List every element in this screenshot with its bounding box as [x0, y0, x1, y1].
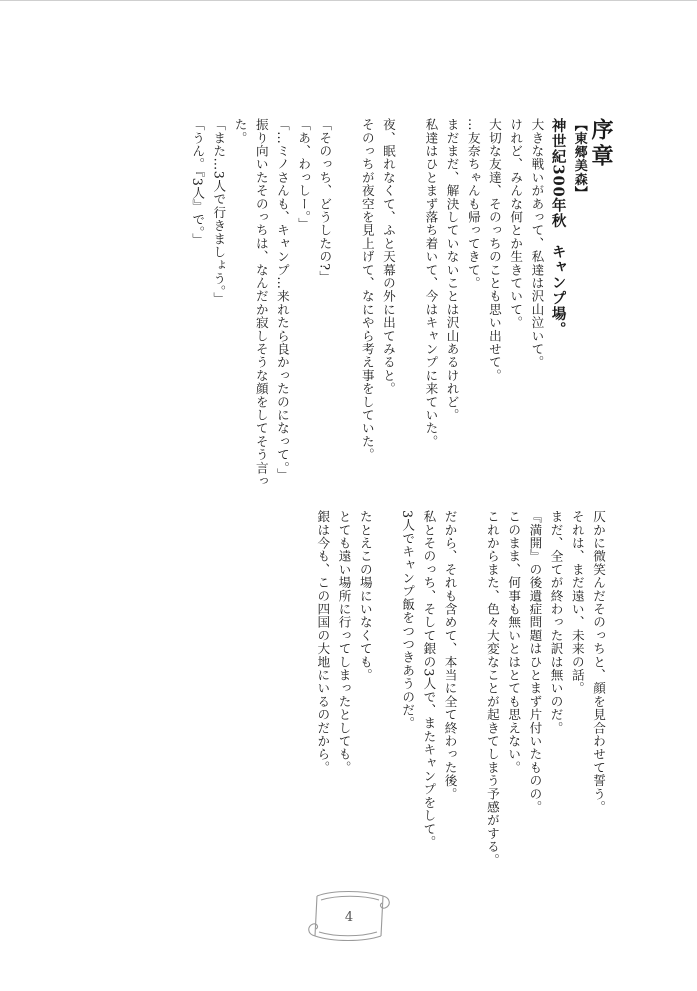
paragraph-line: …友奈ちゃんも帰ってきて。 — [465, 118, 481, 290]
paragraph-line: まだまだ、解決していないことは沢山あるけれど。 — [444, 118, 460, 422]
paragraph-line: だから、それも含めて、本当に全て終わった後。 — [442, 510, 458, 801]
paragraph-line: 大きな戦いがあって、私達は沢山泣いて。 — [529, 118, 545, 369]
paragraph-line: たとえこの場にいなくても。 — [357, 510, 373, 682]
paragraph-line: それは、まだ遠い、未来の話。 — [569, 510, 585, 695]
paragraph-line: とても遠い場所に行ってしまったとしても。 — [336, 510, 352, 774]
paragraph-line: けれど、みんな何とか生きていて。 — [508, 118, 524, 330]
paragraph-line: これからまた、色々大変なことが起きてしまう予感がする。 — [484, 510, 500, 867]
page-number: 4 — [344, 910, 354, 925]
paragraph-line: 夜、眠れなくて、ふと天幕の外に出てみると。 — [380, 118, 396, 396]
blank-line — [399, 118, 420, 488]
paragraph-line: まだ、全てが終わった訳は無いのだ。 — [548, 510, 564, 735]
chapter-title: 序章 — [588, 118, 614, 170]
dialogue-line: 「また…3人で行きましょう。」 — [211, 118, 227, 306]
paragraph-line: 3人でキャンプ飯をつつきあうのだ。 — [400, 510, 416, 730]
blank-line — [376, 510, 397, 870]
character-name: 【東郷美森】 — [571, 118, 587, 200]
paragraph-line: 私達はひとまず落ち着いて、今はキャンプに来ていた。 — [423, 118, 439, 448]
blank-line — [335, 118, 356, 488]
lower-text-block — [312, 510, 609, 870]
scene-heading: 神世紀300年秋 キャンプ場。 — [549, 118, 567, 338]
paragraph-line: 銀は今も、この四国の大地にいるのだから。 — [315, 510, 331, 774]
paragraph-line: 大切な友達、そのっちのことも思い出せて。 — [486, 118, 502, 382]
paragraph-line: 私とそのっち、そして銀の3人で、またキャンプをして。 — [421, 510, 437, 849]
dialogue-line: 「あ、わっしー。」 — [296, 118, 312, 231]
page-number-scroll — [303, 888, 395, 950]
paragraph-line: そのっちが夜空を見上げて、なにやら考え事をしていた。 — [359, 118, 375, 462]
dialogue-line: 「…ミノさんも、キャンプ…来れたら良かったのになって。」 — [274, 118, 290, 482]
dialogue-line: 「うん。『3人』で。」 — [190, 118, 206, 247]
paragraph-line: 振り向いたそのっちは、なんだか寂しそうな顔をしてそう言った。 — [232, 118, 269, 488]
upper-text-block — [187, 118, 614, 488]
paragraph-line: このまま、何事も無いとはとても思えない。 — [506, 510, 522, 774]
dialogue-line: 「そのっち、どうしたの?」 — [317, 118, 333, 284]
paragraph-line: 『満開』の後遺症問題はひとまず片付いたものの。 — [527, 510, 543, 814]
blank-line — [461, 510, 482, 870]
top-border-line — [0, 0, 697, 1]
paragraph-line: 仄かに微笑んだそのっちと、顔を見合わせて誓う。 — [591, 510, 606, 814]
